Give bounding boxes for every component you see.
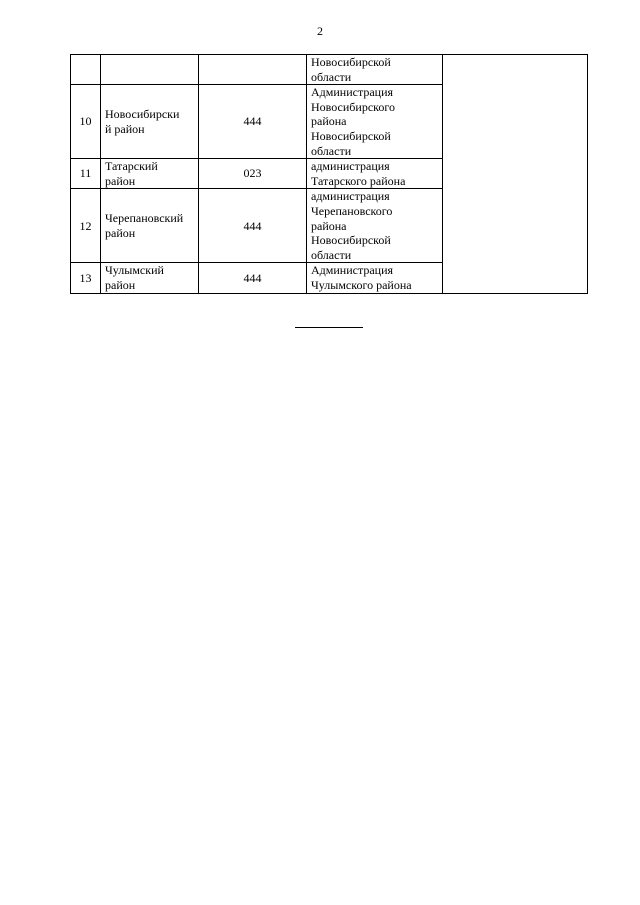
district-name-cell: [101, 55, 199, 85]
row-number-cell: 13: [71, 263, 101, 293]
row-number-cell: 12: [71, 189, 101, 263]
table-row: [71, 55, 588, 85]
administration-cell: Новосибирской области: [307, 55, 443, 85]
end-separator-line: [295, 327, 363, 328]
code-cell: 444: [199, 263, 307, 293]
administration-cell: администрация Черепановского района Новосибирской области: [307, 189, 443, 263]
row-number-cell: 11: [71, 159, 101, 189]
district-name-cell: Новосибирски й район: [101, 85, 199, 159]
code-cell: 444: [199, 189, 307, 263]
code-cell: 444: [199, 85, 307, 159]
district-name-cell: Черепановский район: [101, 189, 199, 263]
administration-cell: администрация Татарского района: [307, 159, 443, 189]
merged-note-cell: [443, 55, 588, 294]
administration-cell: Администрация Новосибирского района Новосибирской области: [307, 85, 443, 159]
row-number-cell: 10: [71, 85, 101, 159]
district-name-cell: Татарский район: [101, 159, 199, 189]
district-name-cell: Чулымский район: [101, 263, 199, 293]
code-cell: 023: [199, 159, 307, 189]
districts-table: [70, 54, 588, 294]
code-cell: [199, 55, 307, 85]
administration-cell: Администрация Чулымского района: [307, 263, 443, 293]
row-number-cell: [71, 55, 101, 85]
page-number: 2: [317, 24, 323, 38]
